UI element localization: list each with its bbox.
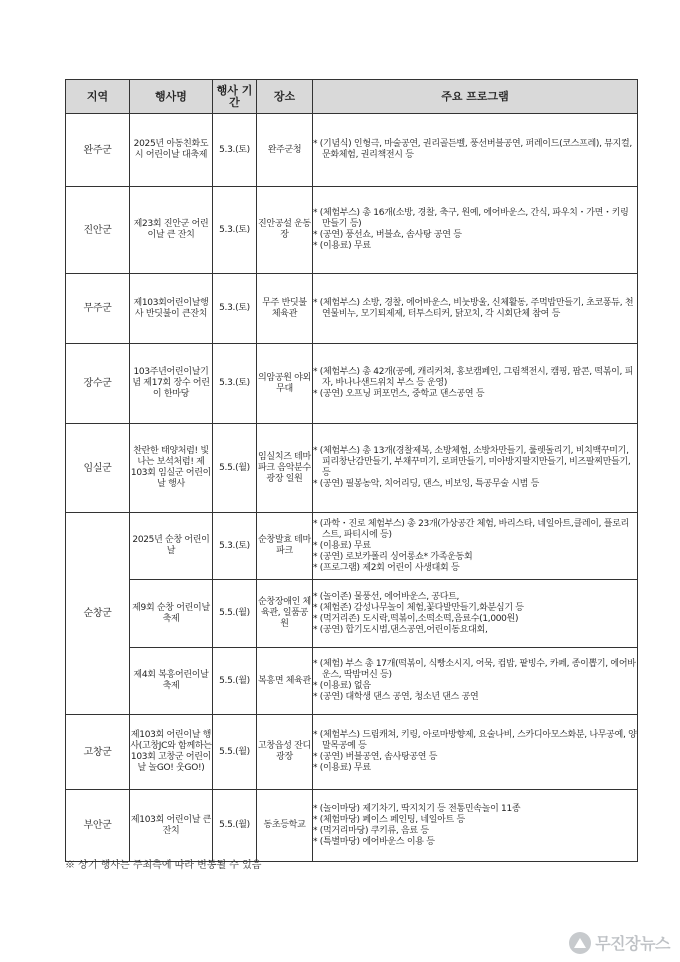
event-name-cell: 2025년 순창 어린이날 <box>130 513 213 580</box>
venue-cell: 복흥면 체육관 <box>257 648 313 715</box>
venue-cell: 고창읍성 잔디광장 <box>257 715 313 790</box>
program-item: * (이용료) 무료 <box>313 541 637 552</box>
venue-cell: 무주 반딧불 체육관 <box>257 274 313 344</box>
table-row <box>66 274 638 344</box>
region-cell: 장수군 <box>66 344 130 424</box>
program-item: * (특별마당) 에어바운스 이용 등 <box>313 837 637 848</box>
program-item: * (놀이마당) 제기차기, 딱지치기 등 전통민속놀이 11종 <box>313 804 637 815</box>
programs-cell <box>313 274 638 344</box>
event-name-cell: 제23회 진안군 어린이날 큰 잔치 <box>130 187 213 274</box>
program-item: * (체험부스) 총 42개(공예, 캐리커쳐, 홍보캠페인, 그림책전시, 캠핑, 팝콘, 떡볶이, 피자, 바나나샌드위치 부스 등 운영) <box>313 367 637 389</box>
program-item: * (공연) 오프닝 퍼포먼스, 중학교 댄스공연 등 <box>313 389 637 400</box>
venue-cell: 순창장애인 체육관, 일품공원 <box>257 580 313 648</box>
program-item: * (먹거리마당) 쿠키류, 음료 등 <box>313 826 637 837</box>
table-row <box>66 424 638 513</box>
watermark-text: 무진장뉴스 <box>595 934 670 953</box>
programs-cell <box>313 790 638 862</box>
event-period-cell: 5.5.(월) <box>213 790 257 862</box>
venue-cell: 진안공설 운동장 <box>257 187 313 274</box>
table-row <box>66 790 638 862</box>
region-cell: 진안군 <box>66 187 130 274</box>
program-item: * (공연) 풍선쇼, 버블쇼, 솜사탕 공연 등 <box>313 230 637 241</box>
region-cell: 고창군 <box>66 715 130 790</box>
programs-cell <box>313 114 638 187</box>
event-name-cell: 103주년어린이날기념 제17회 장수 어린이 한마당 <box>130 344 213 424</box>
programs-cell <box>313 580 638 648</box>
program-item: * (먹거리존) 도시락,떡볶이,소떡소떡,음료수(1,000원) <box>313 614 637 625</box>
program-item: * (이용료) 무료 <box>313 763 637 774</box>
program-item: * (체험부스) 총 13개(경찰제복, 소방체험, 소방차만들기, 룰렛돌리기, 비치백꾸미기, 피리창난감만들기, 부채꾸미기, 로퍼만들기, 미아방지팔지만들기, 비즈팔찌만들기,등 <box>313 446 637 479</box>
header-name: 행사명 <box>130 80 213 114</box>
program-item: * (과학・진로 체험부스) 총 23개(가상공간 체험, 바리스타, 네일아트,클레이, 플로리스트, 파티시에 등) <box>313 519 637 541</box>
programs-cell <box>313 187 638 274</box>
venue-cell: 임실치즈 테마파크 음악분수 광장 일원 <box>257 424 313 513</box>
event-name-cell: 제103회 어린이날 행사(고창JC와 함께하는 103회 고창군 어린이날 놀GO! 웃GO!) <box>130 715 213 790</box>
region-cell: 부안군 <box>66 790 130 862</box>
event-period-cell: 5.5.(월) <box>213 715 257 790</box>
program-item: * (공연) 필봉농악, 치어리딩, 댄스, 비보잉, 특공무술 시범 등 <box>313 479 637 490</box>
program-item: * (기념식) 인형극, 마술공연, 권리골든벨, 풍선버블공연, 퍼레이드(코스프레), 뮤지컬, 문화체험, 권리책전시 등 <box>313 139 637 161</box>
programs-cell <box>313 424 638 513</box>
event-period-cell: 5.5.(월) <box>213 424 257 513</box>
event-name-cell: 제103회어린이날행사 반딧불이 큰잔치 <box>130 274 213 344</box>
mountain-logo-icon <box>569 932 591 954</box>
header-region: 지역 <box>66 80 130 114</box>
table-row <box>66 344 638 424</box>
region-cell: 완주군 <box>66 114 130 187</box>
program-item: * (체험마당) 페이스 페인팅, 네일아트 등 <box>313 815 637 826</box>
program-item: * (체험부스) 총 16개(소방, 경찰, 축구, 원예, 에어바운스, 간식, 파우치・가면・키링 만들기 등) <box>313 208 637 230</box>
event-name-cell: 제103회 어린이날 큰 잔치 <box>130 790 213 862</box>
event-name-cell: 2025년 아동친화도시 어린이날 대축제 <box>130 114 213 187</box>
events-table <box>65 79 638 862</box>
program-item: * (체험존) 감성나무놀이 체험,꽃다발만들기,화분심기 등 <box>313 603 637 614</box>
program-item: * (공연) 합기도시범,댄스공연,어린이동요대회, <box>313 625 637 636</box>
table-row <box>66 114 638 187</box>
venue-cell: 순창발효 테마파크 <box>257 513 313 580</box>
program-item: * (프로그램) 제2회 어린이 사생대회 등 <box>313 563 637 574</box>
region-cell: 순창군 <box>66 513 130 715</box>
table-row <box>66 648 638 715</box>
event-period-cell: 5.3.(토) <box>213 187 257 274</box>
programs-cell <box>313 648 638 715</box>
event-period-cell: 5.3.(토) <box>213 114 257 187</box>
region-cell: 임실군 <box>66 424 130 513</box>
footnote: ※ 상기 행사는 주최측에 따라 변동될 수 있음 <box>65 860 262 871</box>
region-cell: 무주군 <box>66 274 130 344</box>
event-period-cell: 5.5.(월) <box>213 580 257 648</box>
event-period-cell: 5.5.(월) <box>213 648 257 715</box>
program-item: * (공연) 버블공연, 솜사탕공연 등 <box>313 752 637 763</box>
program-item: * (공연) 대학생 댄스 공연, 청소년 댄스 공연 <box>313 692 637 703</box>
program-item: * (놀이존) 물풍선, 에어바운스, 공다트, <box>313 592 637 603</box>
table-row <box>66 513 638 580</box>
watermark <box>569 931 670 954</box>
table-row <box>66 580 638 648</box>
program-item: * (체험부스) 소방, 경찰, 에어바운스, 비눗방울, 신체활동, 주먹밥만들기, 초코퐁듀, 천연물비누, 모기퇴제제, 터투스티커, 닭꼬치, 각 시회단체 참여 등 <box>313 298 637 320</box>
venue-cell: 의암공원 야외무대 <box>257 344 313 424</box>
program-item: * (공연) 로보카폴리 싱어롱쇼* 가족운동회 <box>313 552 637 563</box>
event-name-cell: 제9회 순창 어린이날 축제 <box>130 580 213 648</box>
programs-cell <box>313 344 638 424</box>
header-period: 행사 기간 <box>213 80 257 114</box>
venue-cell: 완주군청 <box>257 114 313 187</box>
venue-cell: 동초등학교 <box>257 790 313 862</box>
program-item: * (체험부스) 드림캐쳐, 키링, 아로마방향제, 요술나비, 스카디아모스화분, 나무공예, 양말목공예 등 <box>313 730 637 752</box>
program-item: * (이용료) 무료 <box>313 241 637 252</box>
event-period-cell: 5.3.(토) <box>213 513 257 580</box>
event-period-cell: 5.3.(토) <box>213 274 257 344</box>
event-name-cell: 찬란한 태양처럼! 빛나는 보석처럼! 제103회 임실군 어린이날 행사 <box>130 424 213 513</box>
table-header-row <box>66 80 638 114</box>
programs-cell <box>313 513 638 580</box>
program-item: * (체험) 부스 총 17개(떡볶이, 식빵소시지, 어묵, 컵밥, 팥빙수, 카페, 종이뽑기, 에어바운스, 딱밤머신 등) <box>313 659 637 681</box>
header-programs: 주요 프로그램 <box>313 80 638 114</box>
event-period-cell: 5.3.(토) <box>213 344 257 424</box>
table-row <box>66 187 638 274</box>
event-name-cell: 제4회 복흥어린이날 축제 <box>130 648 213 715</box>
programs-cell <box>313 715 638 790</box>
program-item: * (이용료) 없음 <box>313 681 637 692</box>
table-row <box>66 715 638 790</box>
header-venue: 장소 <box>257 80 313 114</box>
